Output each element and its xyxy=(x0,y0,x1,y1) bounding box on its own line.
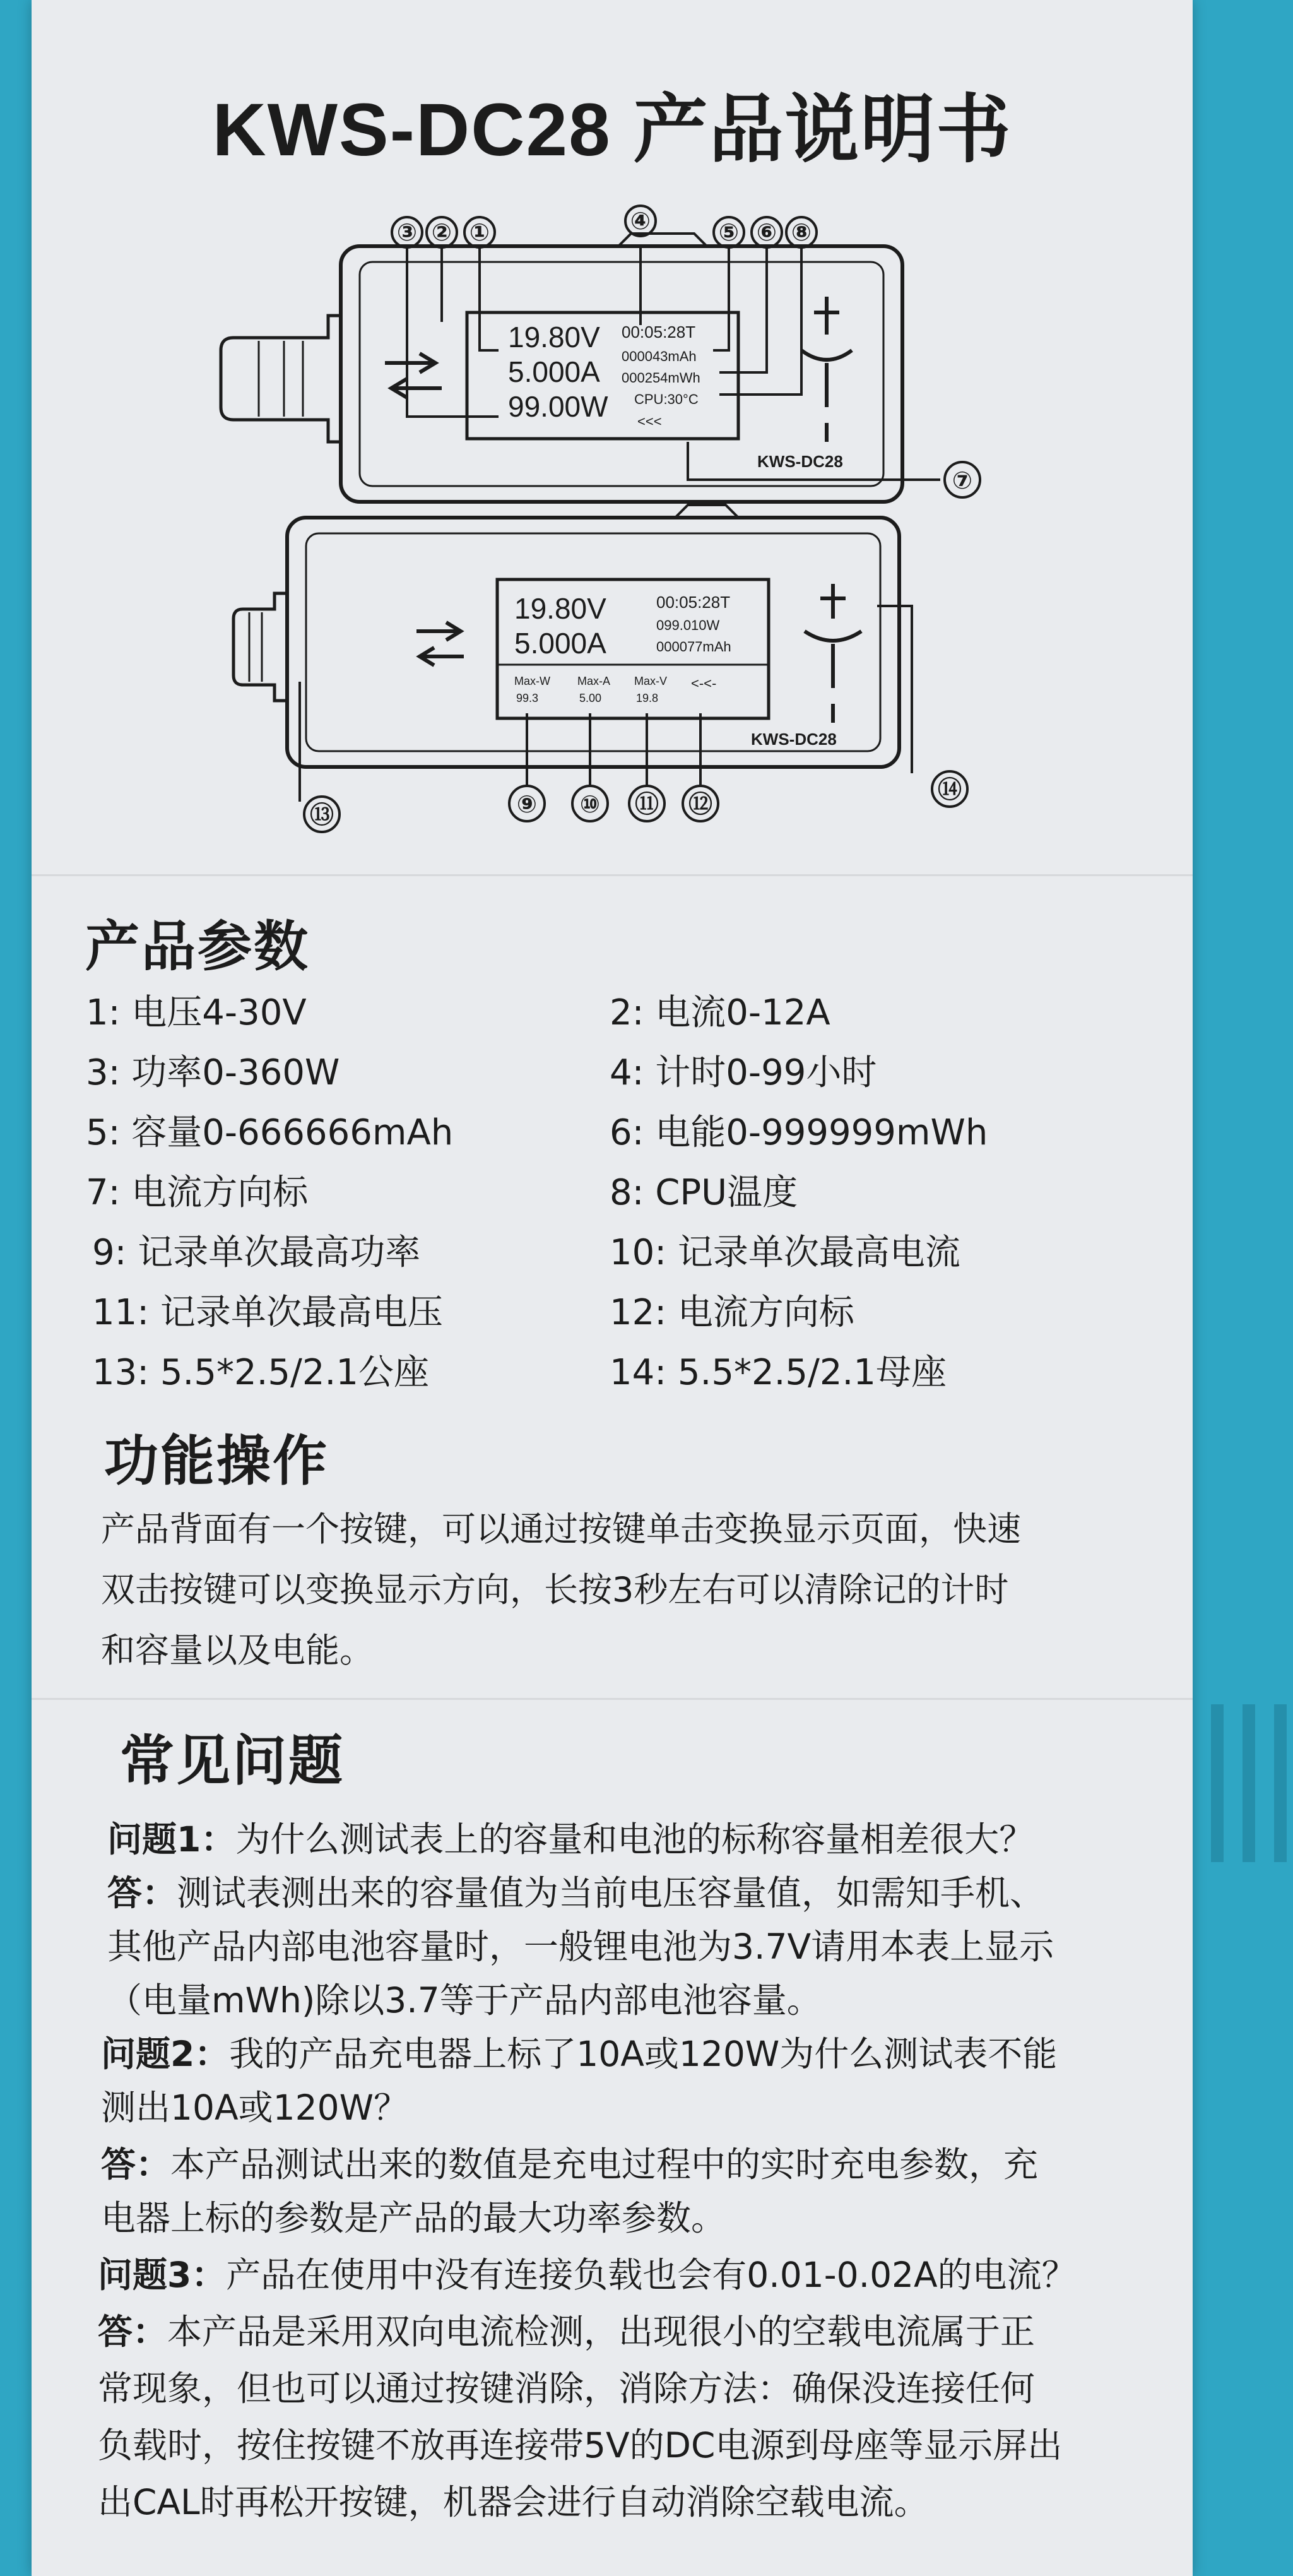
faq-answer-2-line: 电器上标的参数是产品的最大功率参数。 xyxy=(101,2198,726,2238)
device-label-top: KWS-DC28 xyxy=(757,452,843,471)
device-label-bottom: KWS-DC28 xyxy=(751,730,837,749)
screen1-current: 5.000A xyxy=(508,355,600,388)
callout-9: ⑨ xyxy=(516,792,538,818)
faq-answer-3-line: 出CAL时再松开按键，机器会进行自动消除空载电流。 xyxy=(98,2482,929,2522)
param-item: 13: 5.5*2.5/2.1公座 xyxy=(92,1352,429,1393)
callout-3: ③ xyxy=(396,220,418,246)
faq-q-text: 产品在使用中没有连接负载也会有0.01-0.02A的电流？ xyxy=(226,2255,1077,2295)
screen1-voltage: 19.80V xyxy=(508,321,600,353)
male-plug-top xyxy=(221,316,341,442)
callout-5: ⑤ xyxy=(718,220,740,246)
operation-heading: 功能操作 xyxy=(104,1430,329,1493)
faq-question-2-line: 测出10A或120W？ xyxy=(101,2087,408,2128)
faq-answer-1 xyxy=(107,1865,1044,1915)
faq-a-text: 本产品是采用双向电流检测，出现很小的空载电流属于正 xyxy=(167,2312,1036,2352)
port-symbol-icon xyxy=(805,584,861,723)
fold-line xyxy=(32,1698,1193,1700)
param-item: 1: 电压4-30V xyxy=(86,992,307,1033)
screen2-current: 5.000A xyxy=(514,627,606,660)
screen2-max-v-value: 19.8 xyxy=(636,692,659,704)
faq-q-label: 问题1： xyxy=(107,1819,236,1860)
operation-line: 产品背面有一个按键，可以通过按键单击变换显示页面，快速 xyxy=(101,1509,1021,1549)
callout-11: ⑪ xyxy=(634,792,659,818)
faq-question-1 xyxy=(107,1812,1034,1861)
operation-line: 双击按键可以变换显示方向，长按3秒左右可以清除记的计时 xyxy=(101,1570,1009,1610)
screen1-energy: 000254mWh xyxy=(622,370,700,386)
fold-line xyxy=(32,874,1193,876)
callout-8: ⑧ xyxy=(791,220,812,246)
faq-question-3 xyxy=(98,2247,1077,2297)
param-item: 2: 电流0-12A xyxy=(610,992,830,1033)
param-item: 8: CPU温度 xyxy=(610,1172,798,1213)
faq-a-label: 答： xyxy=(107,1873,177,1913)
arrow-left-icon xyxy=(420,648,464,665)
port-symbol-icon xyxy=(801,297,852,442)
param-item: 14: 5.5*2.5/2.1母座 xyxy=(610,1352,947,1393)
faq-q-text: 为什么测试表上的容量和电池的标称容量相差很大？ xyxy=(235,1819,1034,1860)
params-heading: 产品参数 xyxy=(85,915,310,978)
param-item: 9: 记录单次最高功率 xyxy=(92,1232,421,1273)
callout-1: ① xyxy=(469,220,490,246)
callout-14: ⑭ xyxy=(937,777,962,804)
device-diagram xyxy=(32,189,1193,846)
arrow-left-icon xyxy=(391,379,442,398)
param-item: 4: 计时0-99小时 xyxy=(610,1052,877,1093)
callout-13: ⑬ xyxy=(309,802,334,829)
param-item: 5: 容量0-666666mAh xyxy=(86,1112,454,1153)
screen1-capacity: 000043mAh xyxy=(622,348,697,364)
screen2-max-v-label: Max-V xyxy=(634,675,668,687)
screen1-power: 99.00W xyxy=(508,390,608,423)
faq-answer-1-line: 其他产品内部电池容量时，一般锂电池为3.7V请用本表上显示 xyxy=(107,1926,1054,1967)
manual-sheet xyxy=(32,0,1193,2576)
operation-line: 和容量以及电能。 xyxy=(101,1630,374,1670)
param-item: 3: 功率0-360W xyxy=(86,1052,340,1093)
param-item: 12: 电流方向标 xyxy=(610,1292,854,1333)
callout-6: ⑥ xyxy=(756,220,777,246)
faq-q-text: 我的产品充电器上标了10A或120W为什么测试表不能 xyxy=(229,2034,1058,2074)
faq-heading: 常见问题 xyxy=(120,1730,345,1793)
screen2-capacity: 000077mAh xyxy=(656,639,731,655)
param-item: 7: 电流方向标 xyxy=(86,1172,309,1213)
faq-q-label: 问题3： xyxy=(98,2255,227,2295)
screen2-power: 099.010W xyxy=(656,617,720,633)
screen2-time: 00:05:28T xyxy=(656,593,731,612)
screen1-cpu: CPU:30°C xyxy=(634,391,699,407)
screen1-direction-arrow: <<< xyxy=(637,413,662,429)
callout-2: ② xyxy=(431,220,452,246)
screen2-max-a-label: Max-A xyxy=(577,675,611,687)
faq-a-label: 答： xyxy=(98,2312,168,2352)
mat-stripes xyxy=(1198,1704,1293,1862)
faq-answer-3-line: 负载时，按住按键不放再连接带5V的DC电源到母座等显示屏出 xyxy=(98,2425,1063,2466)
callout-7: ⑦ xyxy=(952,468,973,494)
faq-question-2 xyxy=(101,2026,1057,2076)
callout-12: ⑫ xyxy=(688,792,713,818)
faq-a-text: 本产品测试出来的数值是充电过程中的实时充电参数，充 xyxy=(170,2144,1039,2185)
callout-10: ⑩ xyxy=(579,792,601,818)
screen2-voltage: 19.80V xyxy=(514,592,606,625)
male-plug-bottom xyxy=(233,593,287,701)
screen2-max-w-value: 99.3 xyxy=(516,692,539,704)
screen2-max-w-label: Max-W xyxy=(514,675,550,687)
faq-answer-3 xyxy=(98,2304,1035,2354)
param-item: 10: 记录单次最高电流 xyxy=(610,1232,960,1273)
faq-q-label: 问题2： xyxy=(101,2034,230,2074)
param-item: 11: 记录单次最高电压 xyxy=(92,1292,443,1333)
screen2-direction-arrow: <-<- xyxy=(691,675,717,691)
callout-4: ④ xyxy=(630,208,651,235)
arrow-right-icon xyxy=(416,622,461,640)
param-item: 6: 电能0-999999mWh xyxy=(610,1112,988,1153)
faq-a-text: 测试表测出来的容量值为当前电压容量值，如需知手机、 xyxy=(177,1873,1045,1913)
faq-answer-1-line: （电量mWh)除以3.7等于产品内部电池容量。 xyxy=(107,1980,822,2021)
faq-a-label: 答： xyxy=(101,2144,171,2185)
faq-answer-3-line: 常现象，但也可以通过按键消除，消除方法：确保没连接任何 xyxy=(98,2368,1036,2409)
page-title: KWS-DC28 产品说明书 xyxy=(212,88,1012,172)
faq-answer-2 xyxy=(101,2137,1038,2187)
screen2-max-a-value: 5.00 xyxy=(579,692,602,704)
arrow-right-icon xyxy=(385,353,435,372)
screen1-time: 00:05:28T xyxy=(622,323,696,341)
